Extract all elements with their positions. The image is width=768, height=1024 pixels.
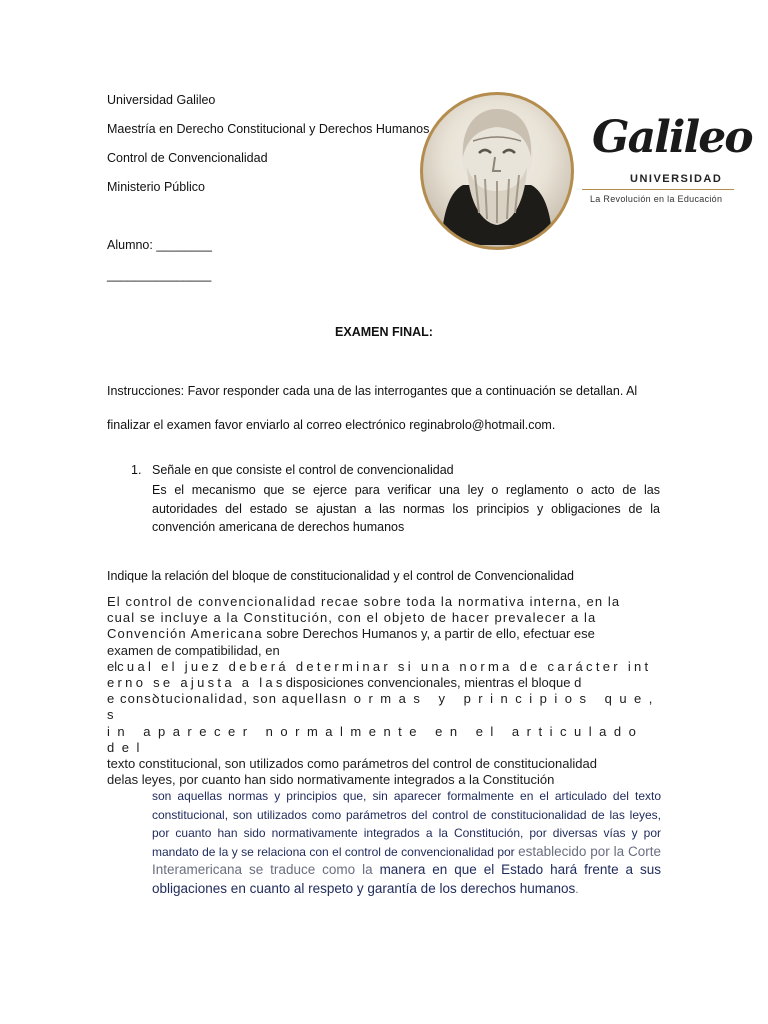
answer-2-line: texto constitucional, son utilizados como parámetros del control de constitucionalidad <box>107 756 597 772</box>
student-name-blank: _______________ <box>107 268 212 282</box>
student-line: Alumno: ________ <box>107 238 212 252</box>
quote-part-4: . <box>575 881 579 896</box>
quote-part-3: manera en que el Estado hará frente a sus obligaciones en cuanto al respeto y garantía de los derechos humanos <box>152 862 661 896</box>
logo-wordmark: Galileo <box>592 112 752 163</box>
answer-2-segment: el <box>107 658 118 674</box>
answer-2-line: delas leyes, por cuanto han sido normativamente integrados a la Constitución <box>107 772 555 788</box>
question-2-answer <box>107 594 662 788</box>
answer-2-segment: Convención Americana <box>107 626 263 642</box>
answer-2-line <box>107 675 662 691</box>
question-1-text: Señale en que consiste el control de convencionalidad <box>152 463 454 477</box>
answer-2-line <box>107 659 662 675</box>
answer-2-segment: e consꝺtucionalidad, son aquellas <box>107 691 339 707</box>
bust-illustration <box>423 95 571 247</box>
exam-title: EXAMEN FINAL: <box>335 325 433 339</box>
course-line: Control de Convencionalidad <box>107 151 268 165</box>
instructions-line-1: Instrucciones: Favor responder cada una de las interrogantes que a continuación se detallan. Al <box>107 384 638 398</box>
answer-2-line: El control de convencionalidad recae sobre toda la normativa interna, en la <box>107 594 621 609</box>
answer-2-segment: normas y principios que, s <box>107 691 660 723</box>
logo-university-label: UNIVERSIDAD <box>630 173 723 185</box>
quote-part-1: son aquellas normas y principios que, sin aparecer formalmente en el articulado del texto constitucional, son utilizados como parámetros del control de constitucionalidad de las leyes, por cuanto han sido normativamente integrados a la Constitución, por diversas vías y por mandato de la y se relaciona con el control de convencionalidad por <box>152 789 661 859</box>
galileo-portrait-image <box>420 92 574 250</box>
quoted-excerpt <box>152 787 661 898</box>
program-line: Maestría en Derecho Constitucional y Derechos Humanos <box>107 122 430 136</box>
answer-2-segment: cual el juez deberá determinar si una norma de carácter int <box>117 658 652 674</box>
logo-tagline: La Revolución en la Educación <box>590 194 723 204</box>
answer-2-line <box>107 691 662 723</box>
answer-2-line: in aparecer normalmente en el articulado del <box>107 723 644 755</box>
question-2-text: Indique la relación del bloque de constitucionalidad y el control de Convencionalidad <box>107 569 574 583</box>
logo-divider <box>582 189 734 190</box>
answer-2-segment: erno se ajusta a las <box>107 675 286 691</box>
quote-part-2: establecido por la Corte Interamericana se traduce como la <box>152 843 661 877</box>
answer-2-line <box>107 626 662 642</box>
answer-2-line: examen de compatibilidad, en <box>107 642 280 658</box>
question-1-answer: Es el mecanismo que se ejerce para verificar una ley o reglamento o acto de las autoridades del estado se ajustan a las normas los principios y obligaciones de la convención americana de derechos humanos <box>152 483 660 534</box>
instructions-line-2: finalizar el examen favor enviarlo al correo electrónico reginabrolo@hotmail.com. <box>107 418 556 432</box>
galileo-logo <box>582 112 752 210</box>
answer-2-segment: sobre Derechos Humanos y, a partir de ello, efectuar ese <box>262 626 595 642</box>
university-line: Universidad Galileo <box>107 93 216 107</box>
answer-2-segment: disposiciones convencionales, mientras el bloque d <box>285 675 582 691</box>
topic-line: Ministerio Público <box>107 180 205 194</box>
question-1-number: 1. <box>131 463 142 477</box>
answer-2-line: cual se incluye a la Constitución, con el objeto de hacer prevalecer a la <box>107 610 597 626</box>
